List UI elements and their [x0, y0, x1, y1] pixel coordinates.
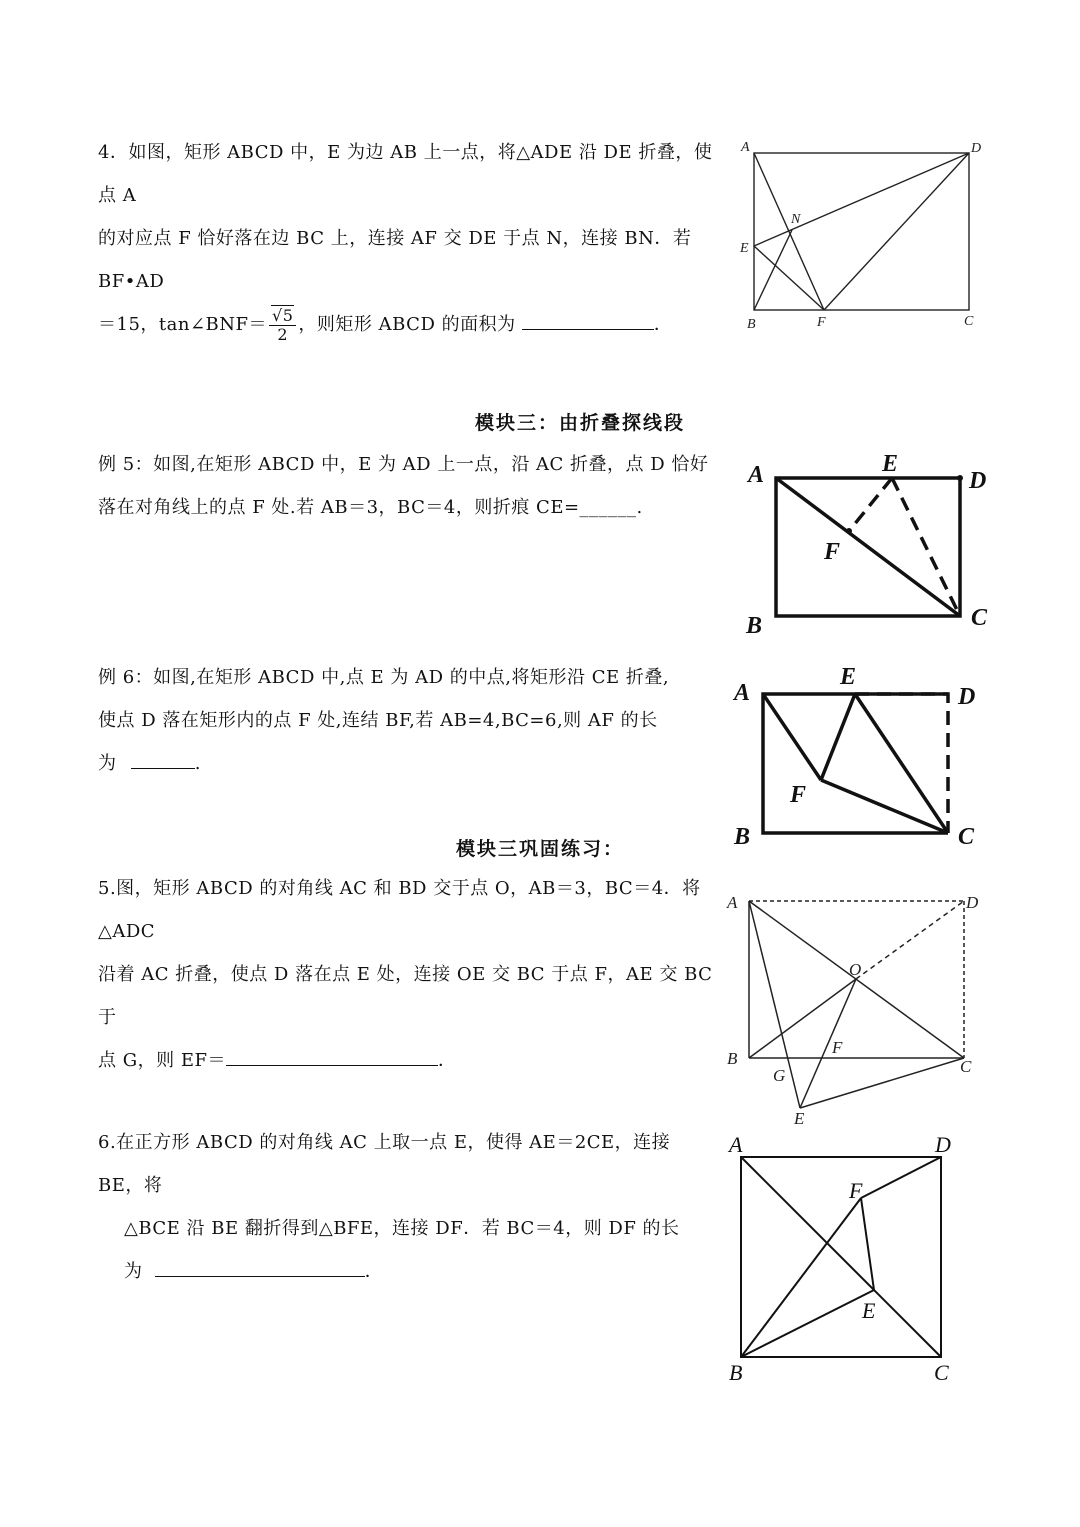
label-b: B	[734, 824, 751, 850]
label-d: D	[969, 468, 987, 494]
label-f: F	[790, 782, 807, 808]
problem-4-line-3-prefix: ＝15，tan∠BNF＝	[98, 314, 268, 335]
problem-6-figure	[722, 1130, 982, 1392]
label-d: D	[971, 141, 982, 156]
diagonal-ac	[776, 478, 960, 616]
label-f: F	[817, 315, 826, 330]
point-f	[846, 528, 852, 534]
segment-be	[741, 1290, 874, 1357]
problem-6-line-1: 6.在正方形 ABCD 的对角线 AC 上取一点 E，使得 AE＝2CE，连接 BE，将	[98, 1132, 671, 1196]
problem-5-line-3	[98, 1039, 716, 1082]
example-6-line-2: 使点 D 落在矩形内的点 F 处,连结 BF,若 AB=4,BC=6,则 AF 的长	[98, 710, 658, 731]
segment-ef	[754, 246, 824, 310]
label-c: C	[958, 824, 975, 850]
segment-df	[824, 153, 969, 310]
label-c: C	[971, 605, 988, 631]
segment-ec	[800, 1058, 964, 1108]
line-3-text: 为	[98, 753, 117, 774]
label-c: C	[964, 314, 974, 329]
segment-bf	[741, 1198, 861, 1357]
period: .	[194, 753, 201, 774]
problem-5-line-1: 5.图，矩形 ABCD 的对角线 AC 和 BD 交于点 O，AB＝3，BC＝4．将△ADC	[98, 878, 701, 942]
label-g: G	[773, 1066, 786, 1085]
label-a: A	[734, 680, 751, 706]
problem-4-line-3-suffix: ，则矩形 ABCD 的面积为	[298, 314, 516, 335]
line-3-text: 为	[124, 1261, 143, 1282]
example-5-figure	[740, 445, 1000, 645]
label-b: B	[746, 613, 763, 639]
fraction-denominator: 2	[277, 324, 289, 344]
label-d: D	[966, 893, 979, 912]
problem-4-line-1: 4．如图，矩形 ABCD 中，E 为边 AB 上一点，将△ADE 沿 DE 折叠，使点 A	[98, 142, 713, 206]
answer-blank[interactable]	[522, 309, 654, 330]
crease-ce-dashed	[892, 478, 960, 616]
label-a: A	[729, 1132, 743, 1157]
example-6-line-3	[98, 742, 716, 785]
example-5-text	[98, 443, 716, 529]
label-e: E	[794, 1109, 805, 1128]
label-o: O	[849, 960, 862, 979]
label-d: D	[935, 1132, 951, 1157]
period: ．	[364, 1261, 384, 1282]
label-e: E	[862, 1298, 876, 1323]
segment-bn	[754, 230, 792, 310]
segment-fe	[821, 694, 855, 780]
segment-fd	[861, 1157, 941, 1198]
diagonal-ac	[741, 1157, 941, 1357]
label-f: F	[849, 1178, 863, 1203]
answer-blank[interactable]	[131, 748, 195, 769]
answer-blank[interactable]	[226, 1045, 438, 1066]
label-a: A	[727, 893, 738, 912]
problem-6-line-3	[98, 1250, 716, 1293]
segment-eo	[800, 979, 856, 1108]
label-a: A	[748, 462, 765, 488]
tan-fraction	[269, 307, 296, 344]
problem-5-text	[98, 867, 716, 1082]
label-e: E	[882, 451, 899, 477]
label-b: B	[747, 317, 756, 332]
problem-4-text	[98, 131, 716, 346]
example-6-figure	[730, 660, 1000, 855]
answer-blank[interactable]	[155, 1256, 365, 1277]
rectangle-solid-part	[763, 694, 948, 833]
practice-title: 模块三巩固练习：	[455, 838, 624, 860]
period: ．	[437, 1050, 457, 1071]
label-n: N	[791, 212, 801, 227]
segment-od-dashed	[856, 901, 964, 979]
label-b: B	[729, 1360, 743, 1385]
label-f: F	[824, 539, 841, 565]
example-6-line-1: 例 6：如图,在矩形 ABCD 中,点 E 为 AD 的中点,将矩形沿 CE 折叠,	[98, 667, 670, 688]
problem-6-line-2: △BCE 沿 BE 翻折得到△BFE，连接 DF．若 BC＝4，则 DF 的长	[124, 1218, 680, 1239]
point-d	[957, 475, 963, 481]
fraction-numerator: √5	[272, 305, 294, 325]
segment-fe	[861, 1198, 874, 1290]
segment-af	[763, 694, 821, 780]
label-e: E	[840, 664, 857, 690]
line-3-text: 点 G，则 EF＝	[98, 1050, 226, 1071]
problem-5-line-2: 沿着 AC 折叠，使点 D 落在点 E 处，连接 OE 交 BC 于点 F，AE 交 BC 于	[98, 964, 713, 1028]
label-b: B	[727, 1049, 738, 1068]
period: ．	[653, 314, 673, 335]
segment-ef-dashed	[849, 478, 892, 531]
module-3-title: 模块三：由折叠探线段	[474, 412, 685, 434]
example-6-text	[98, 656, 716, 785]
label-c: C	[934, 1360, 949, 1385]
problem-5-figure	[722, 885, 992, 1130]
label-d: D	[958, 684, 976, 710]
label-a: A	[741, 140, 750, 155]
problem-4-line-3	[98, 303, 716, 346]
problem-4-line-2: 的对应点 F 恰好落在边 BC 上，连接 AF 交 DE 于点 N，连接 BN．若 BF•AD	[98, 228, 692, 292]
label-c: C	[960, 1057, 972, 1076]
segment-de	[754, 153, 969, 246]
label-e: E	[740, 241, 749, 256]
problem-4-figure	[730, 135, 990, 335]
problem-6-text	[98, 1121, 716, 1293]
example-5-line-1: 例 5：如图,在矩形 ABCD 中，E 为 AD 上一点，沿 AC 折叠，点 D 恰好	[98, 454, 709, 475]
example-5-line-2: 落在对角线上的点 F 处.若 AB＝3，BC＝4，则折痕 CE=______.	[98, 497, 643, 518]
label-f: F	[832, 1038, 843, 1057]
